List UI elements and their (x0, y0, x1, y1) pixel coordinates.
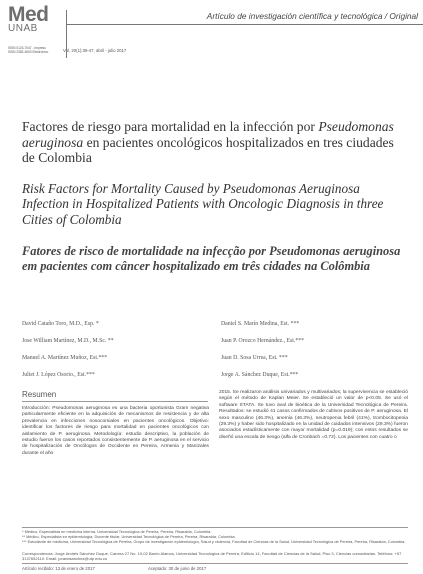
logo-unab: UNAB (8, 23, 38, 34)
footnote-rule (22, 527, 408, 528)
abstract-heading-rule (22, 401, 208, 402)
abstract-text-left: Introducción: Pseudomonas aeruginosa es una bacteria oportunista Gram negativa particularmente eficiente en la adquisición de mecanismos de resistencia y de alta prevalencia en infecciones nosocomiales en pacientes oncológicos. Objetivo: identificar los factores de riesgo para mortalidad en pacientes oncológicos con aislamiento de P. aeruginosa. Metodología: estudio descriptivo, la población de estudio fueron los casos reportados consistentemente de P. aeruginosa en el servicio de hospitalización de Oncólogos de Occidente en Pereira, Armenia y Manizales durante el año (22, 406, 209, 456)
footnote: * Médico, Especialista en medicina interna, Universidad Tecnológica de Pereira, Pereira, Risaralda, Colombia. (22, 529, 212, 534)
issn-print: ISSN 0123-7047 - Impreso (8, 46, 46, 50)
article-dates (22, 566, 410, 571)
article-section: Artículo de investigación científica y tecnológica / Original (206, 11, 418, 21)
volume-info: Vol. 20(1):39-47, abril - julio 2017 (63, 48, 127, 53)
journal-logo (8, 3, 49, 34)
title-es-part1: Factores de riesgo para mortalidad en la infección por (22, 119, 315, 134)
footnotes (22, 529, 410, 545)
date-received: Artículo recibido: 13 de enero de 2017 (22, 566, 95, 571)
authors-right (221, 320, 411, 388)
header-rule (67, 24, 423, 25)
author: Juliet J. López Osorio., Est.*** (22, 372, 95, 378)
issn-electronic: ISSN 2382-4603 Electrónico (8, 50, 49, 55)
logo-med: Med (8, 3, 49, 26)
footnote: *** Estudiante de medicina, Universidad Tecnológica de Pereira, Grupo de investigación epidemiología, Salud y violencia, Facultad de Ciencias de la Salud, Universidad Tecnológica de Pereira, Pereira, Risaralda, Colombia. (22, 539, 406, 545)
author: Juan D. Sosa Urrea, Est. *** (221, 355, 288, 361)
date-accepted: Aceptado: 30 de junio de 2017 (148, 566, 207, 571)
author: Jose William Martínez, M.D., M.Sc. ** (22, 338, 114, 344)
correspondence: Correspondencia: Jorge Andrés Sánchez Duque, Carrera 27 No. 10-02 Barrio Alamos, Universidad Tecnológica de Pereira, Edificio 14, Facultad de Ciencias de la Salud, Piso 3, Ciencias comunitarias. Teléfono: +57 3137652110. Email: jorandsanchez@utp.edu.co (22, 551, 402, 562)
author: Jorge A. Sánchez Duque, Est.*** (221, 372, 299, 378)
authors-left (22, 320, 202, 388)
dates-rule (22, 563, 408, 564)
issn-block (8, 46, 68, 54)
abstract-heading: Resumen (22, 390, 57, 399)
author: David Cataño Toro, M.D., Esp. * (22, 321, 99, 327)
author: Manuel A. Martínez Muñoz, Est.*** (22, 355, 108, 361)
title-spanish (22, 119, 407, 166)
title-english: Risk Factors for Mortality Caused by Pseudomonas Aeruginosa Infection in Hospitalized Patients with Oncologic Diagnosis in three Cities of Colombia (22, 181, 384, 227)
author: Daniel S. Marín Medina, Est. *** (221, 321, 300, 327)
header-vertical-rule (66, 10, 67, 58)
author: Juan P. Orozco Hernández., Est.*** (221, 338, 305, 344)
title-es-part2: en pacientes oncológicos hospitalizados en tres ciudades de Colombia (22, 134, 394, 166)
abstract-text-right: 2015. Se realizaron análisis univariados y multivariados; la supervivencia se estableció según el método de Kaplan Meier. Se estableció un valor de p<0.05. Se usó el software STATA. Se tuvo aval de bioética de la Universidad Tecnológica de Pereira. Resultados: se estudió 41 casos confirmados de cultivos positivos de P. aeruginosa. El sexo masculino (46.3%), anemia (46.3%), neutropenia febril (41%), trombocitopenia (29.3%) y haber sido hospitalizado en la unidad de cuidados intensivos (29.3%) fueron asociados estadísticamente con mayor mortalidad (p=0.019); con estos resultados se diseñó una escala de riesgo (alfa de Cronbach =0.72). Los pacientes con cuatro o (219, 390, 408, 440)
title-portuguese: Fatores de risco de mortalidade na infecção por Pseudomonas aeruginosa em pacientes com câncer hospitalizado em três cidades na Colômbia (22, 244, 401, 273)
footnote: ** Médico, Especialista en epidemiología, Docente titular, Universidad Tecnológica de Pereira, Pereira, Risaralda, Colombia. (22, 534, 236, 540)
title-es-italic: Pseudomonas aeruginosa (22, 119, 394, 150)
